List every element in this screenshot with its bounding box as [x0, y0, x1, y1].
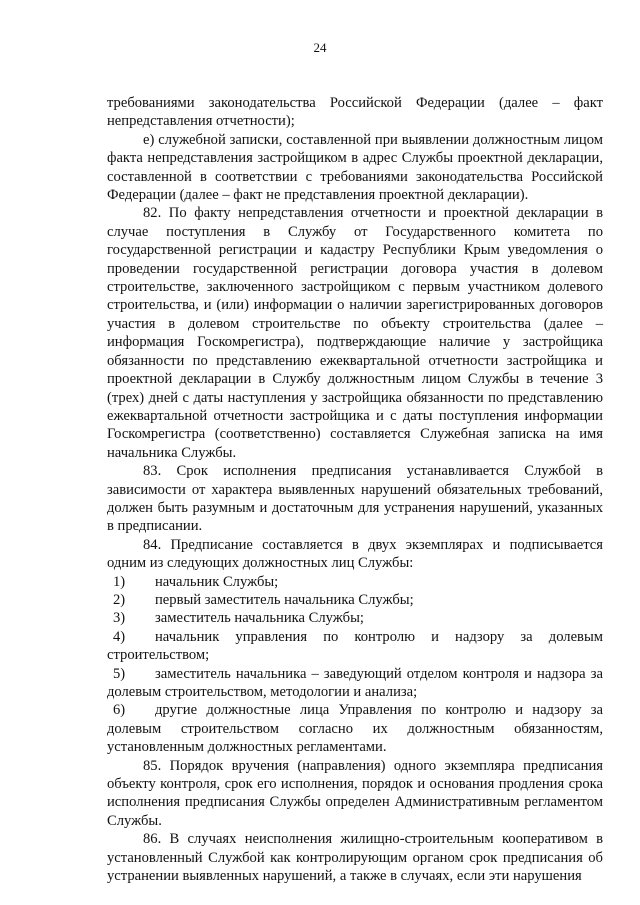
list-item	[107, 609, 603, 627]
list-text: заместитель начальника Службы;	[155, 610, 364, 627]
paragraph-82: 82. По факту непредставления отчетности и проектной декларации в случае поступления в Службу от Государственного комитета по государственной регистрации и кадастру Республики Крым уведомления о проведении государственной регистрации договора участия в долевом строительстве, заключенного застройщиком с первым участником долевого строительства, и (или) информации о наличии зарегистрированных договоров участия в долевом строительстве по объекту строительства (далее – информация Госкомрегистра), подтверждающие наличие у застройщика обязанности по представлению ежеквартальной отчетности застройщика и проектной декларации в Службу должностным лицом Службы в течение 3 (трех) дней с даты наступления у застройщика обязанности по представлению ежеквартальной отчетности застройщика и с даты поступления информации Госкомрегистра (соответственно) составляется Служебная записка на имя начальника Службы.	[107, 205, 603, 461]
list-number: 3)	[113, 610, 126, 627]
list-item	[107, 701, 603, 756]
list-text: начальник Службы;	[155, 573, 279, 590]
list-number: 2)	[113, 591, 126, 608]
list-number: 5)	[113, 665, 126, 682]
list-number: 1)	[113, 573, 126, 590]
list-item	[107, 665, 603, 702]
paragraph-86: 86. В случаях неисполнения жилищно-строительным кооперативом в установленный Службой как контролирующим органом срок предписания об устранении выявленных нарушений, а также в случаях, если эти нарушения	[107, 831, 603, 885]
paragraph: е) служебной записки, составленной при выявлении должностным лицом факта непредставления застройщиком в адрес Службы проектной декларации, составленной в соответствии с требованиями законодательства Российской Федерации (далее – факт не представления проектной декларации).	[107, 131, 603, 204]
paragraph-83: 83. Срок исполнения предписания устанавливается Службой в зависимости от характера выявленных нарушений обязательных требований, должен быть разумным и достаточным для устранения нарушений, указанных в предписании.	[107, 463, 603, 535]
list-item	[107, 591, 603, 609]
page-number: 24	[313, 40, 327, 55]
list-text: первый заместитель начальника Службы;	[155, 591, 414, 608]
list-text: начальник управления по контролю и надзору за долевым строительством;	[107, 628, 603, 664]
document-body	[107, 94, 603, 885]
list-number: 6)	[113, 702, 126, 719]
paragraph-85: 85. Порядок вручения (направления) одного экземпляра предписания объекту контроля, срок его исполнения, порядок и основания продления срока исполнения предписания Службы определен Административным регламентом Службы.	[107, 757, 603, 829]
paragraph: требованиями законодательства Российской Федерации (далее – факт непредставления отчетности);	[107, 95, 603, 130]
list-text: заместитель начальника – заведующий отделом контроля и надзора за долевым строительством, методологии и анализа;	[107, 665, 603, 700]
list-item	[107, 573, 603, 591]
list-text: другие должностные лица Управления по контролю и надзору за долевым строительством согласно их должностным обязанностям, установленным должностных регламентами.	[107, 702, 603, 756]
list-number: 4)	[113, 628, 126, 645]
list-item	[107, 628, 603, 665]
paragraph-84: 84. Предписание составляется в двух экземплярах и подписывается одним из следующих должностных лиц Службы:	[107, 536, 603, 572]
